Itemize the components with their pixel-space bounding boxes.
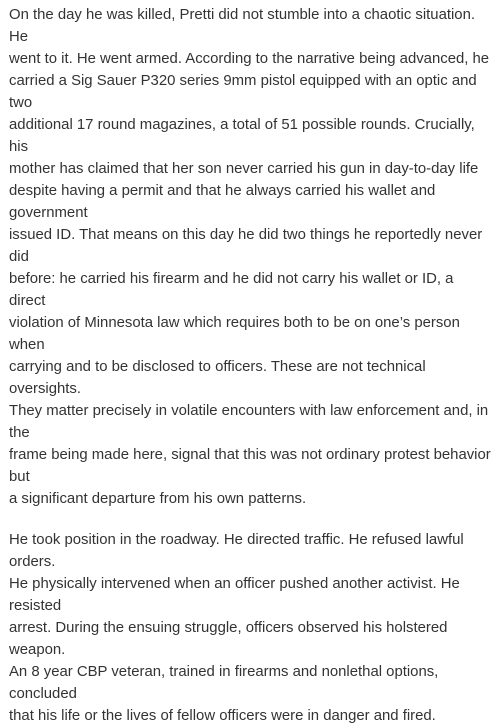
paragraph-1: On the day he was killed, Pretti did not stumble into a chaotic situation. He went to it. He went armed. According to the narrative being advanced, he carried a Sig Sauer P320 series 9mm pistol equipped with an optic and two additional 17 round magazines, a total of 51 possible rounds. Crucially, his mother has claimed that her son never carried his gun in day-to-day life despite having a permit and that he always carried his wallet and government issued ID. That means on this day he did two things he reportedly never did before: he carried his firearm and he did not carry his wallet or ID, a direct violation of Minnesota law which requires both to be on one’s person when carrying and to be disclosed to officers. These are not technical oversights. They matter precisely in volatile encounters with law enforcement and, in the frame being made here, signal that this was not ordinary protest behavior but a significant departure from his own patterns. xyxy=(9,7,491,507)
paragraph-2: He took position in the roadway. He directed traffic. He refused lawful orders. He physically intervened when an officer pushed another activist. He resisted arrest. During the ensuing struggle, officers observed his holstered weapon. An 8 year CBP veteran, trained in firearms and nonlethal options, concluded that his life or the lives of fellow officers were in danger and fired. xyxy=(9,532,464,724)
